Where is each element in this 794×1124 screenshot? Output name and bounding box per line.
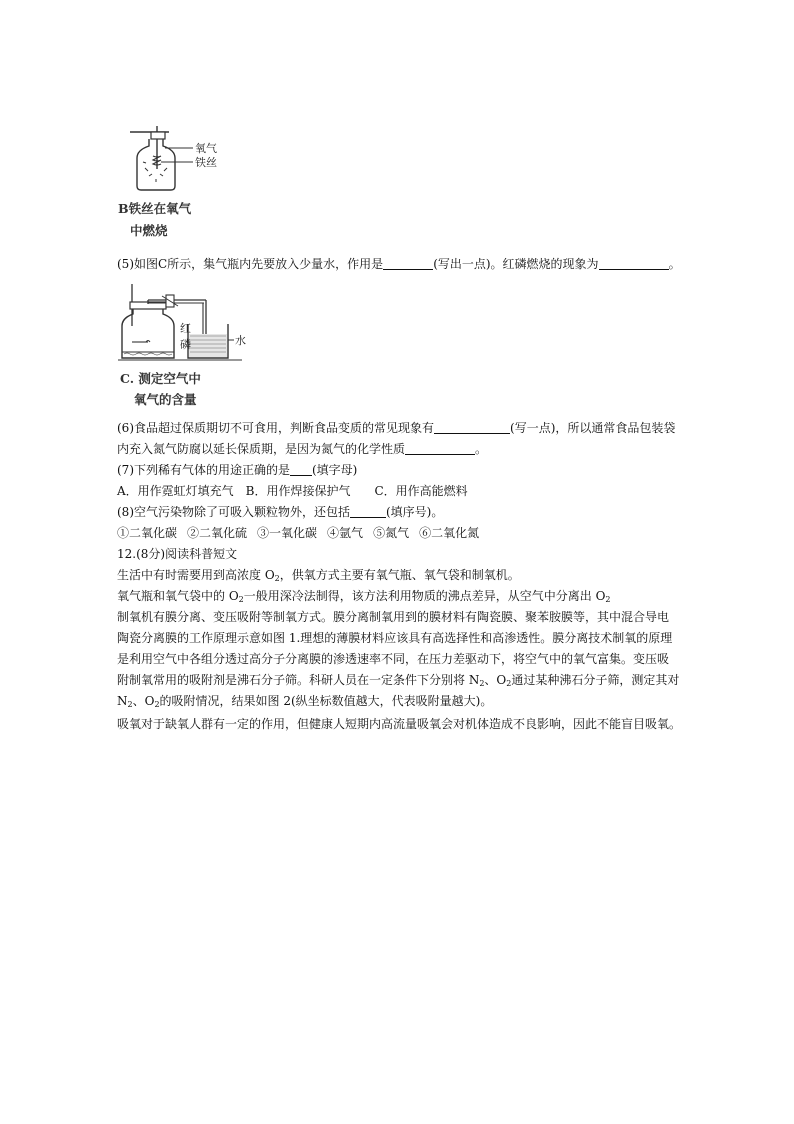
- question-8-text-a: (8)空气污染物除了可吸入颗粒物外，还包括: [117, 505, 350, 519]
- red-phosphorus-apparatus-drawing: [118, 280, 258, 368]
- question-8-options: [117, 523, 479, 543]
- answer-blank-5b[interactable]: [599, 255, 669, 270]
- question-7: [117, 460, 357, 480]
- answer-blank-5a[interactable]: [383, 255, 433, 270]
- figure-b-label-oxygen: 氧气: [195, 142, 217, 155]
- option-7c[interactable]: C．用作高能燃料: [374, 484, 468, 498]
- answer-blank-6a[interactable]: [434, 419, 510, 434]
- passage-paragraph-3-line4: 附制氧常用的吸附剂是沸石分子筛。科研人员在一定条件下分别将 $N_2$、$O_2$通过某种沸石分子筛，测定其对: [117, 673, 680, 688]
- question-5-text-b: (写出一点)。红磷燃烧的现象为: [433, 257, 599, 271]
- figure-c-air-oxygen-apparatus: [118, 280, 258, 368]
- question-8: [117, 502, 443, 522]
- option-7a[interactable]: A．用作霓虹灯填充气: [117, 484, 234, 498]
- iron-wire-jar-drawing: [127, 124, 237, 200]
- passage-paragraph-3-line1: 制氧机有膜分离、变压吸附等制氧方式。膜分离制氧用到的膜材料有陶瓷膜、聚苯胺膜等，其中混合导电: [117, 610, 670, 624]
- figure-b-caption-line1: B铁丝在氧气: [118, 201, 192, 216]
- question-5-text-c: 。: [668, 257, 681, 271]
- question-8-text-b: (填序号)。: [386, 505, 444, 519]
- figure-c-caption-line2: 氧气的含量: [134, 392, 197, 407]
- passage-paragraph-1: 生活中有时需要用到高浓度 $O_2$，供氧方式主要有氧气瓶、氧气袋和制氧机。: [117, 568, 520, 583]
- question-6-text-d: 。: [475, 442, 488, 456]
- option-8-5[interactable]: ⑤氮气: [373, 526, 410, 540]
- question-6-line2: [117, 439, 487, 459]
- figure-c-caption-line1: C. 测定空气中: [120, 371, 201, 386]
- passage-paragraph-3-line3: 是利用空气中各组分透过高分子分离膜的渗透速率不同，在压力差驱动下，将空气中的氧气富集。变压吸: [117, 652, 670, 666]
- figure-b-caption-line2: 中燃烧: [130, 223, 168, 238]
- option-8-4[interactable]: ④氩气: [327, 526, 364, 540]
- question-5-text-a: (5)如图C所示，集气瓶内先要放入少量水，作用是: [117, 257, 384, 271]
- option-8-2[interactable]: ②二氧化硫: [187, 526, 248, 540]
- option-7b[interactable]: B．用作焊接保护气: [245, 484, 351, 498]
- question-7-options: [117, 481, 468, 501]
- question-6-text-c: 内充入氮气防腐以延长保质期，是因为氮气的化学性质: [117, 442, 406, 456]
- option-8-3[interactable]: ③一氧化碳: [257, 526, 318, 540]
- passage-paragraph-2: 氧气瓶和氧气袋中的 $O_2$一般用深冷法制得，该方法利用物质的沸点差异，从空气中分离出 $O_2$: [117, 589, 611, 604]
- option-8-1[interactable]: ①二氧化碳: [117, 526, 178, 540]
- figure-c-label-phosphorus: 磷: [180, 338, 191, 351]
- answer-blank-7[interactable]: [290, 461, 312, 476]
- question-6-line1: [117, 418, 675, 438]
- question-7-text-b: (填字母): [312, 463, 358, 477]
- passage-paragraph-3-line5: $N_2$、$O_2$的吸附情况，结果如图 2(纵坐标数值越大，代表吸附量越大)。: [117, 694, 493, 709]
- figure-c-label-red: 红: [180, 322, 191, 335]
- answer-blank-8[interactable]: [350, 503, 386, 518]
- option-8-6[interactable]: ⑥二氧化氮: [419, 526, 480, 540]
- question-12-title: 12.(8分)阅读科普短文: [117, 547, 238, 561]
- figure-b-iron-wire-apparatus: [127, 124, 237, 200]
- question-6-text-b: (写一点)，所以通常食品包装袋: [510, 421, 676, 435]
- question-6-text-a: (6)食品超过保质期切不可食用，判断食品变质的常见现象有: [117, 421, 435, 435]
- figure-b-label-wire: 铁丝: [195, 156, 217, 169]
- passage-paragraph-4: 吸氧对于缺氧人群有一定的作用，但健康人短期内高流量吸氧会对机体造成不良影响，因此不能盲目吸氧。: [117, 717, 682, 731]
- question-5: [117, 254, 681, 274]
- figure-c-label-water: 水: [235, 334, 246, 347]
- question-7-text-a: (7)下列稀有气体的用途正确的是: [117, 463, 290, 477]
- passage-paragraph-3-line2: 陶瓷分离膜的工作原理示意如图 1.理想的薄膜材料应该具有高选择性和高渗透性。膜分离技术制氧的原理: [117, 631, 673, 645]
- answer-blank-6b[interactable]: [405, 440, 475, 455]
